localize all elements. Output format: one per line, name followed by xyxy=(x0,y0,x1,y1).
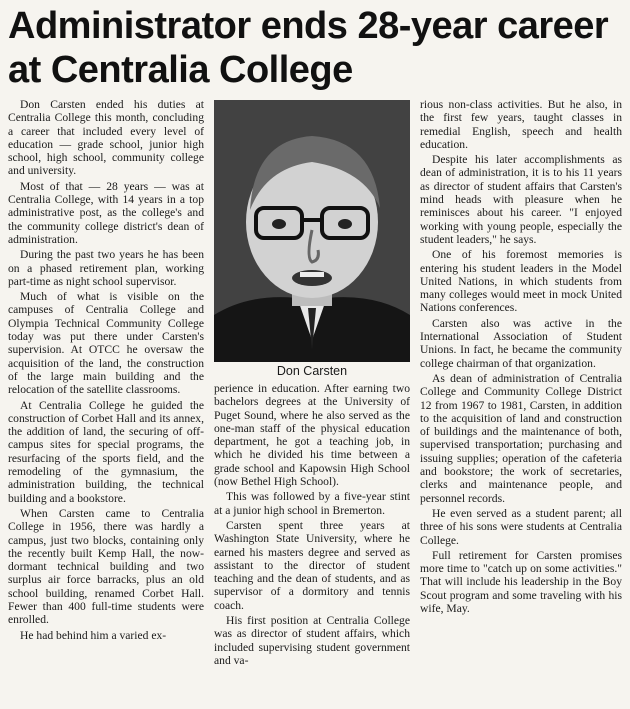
article-column-1 xyxy=(8,98,204,644)
paragraph: He had behind him a varied ex- xyxy=(20,628,167,642)
paragraph: This was followed by a five-year stint at a junior high school in Bremerton. xyxy=(214,490,410,517)
paragraph: His first position at Centralia College was as director of student affairs, which included supervising student government and va- xyxy=(214,614,410,667)
paragraph: He even served as a student parent; all three of his sons were students at Centralia College. xyxy=(420,506,622,547)
paragraph: rious non-class activities. But he also, in the first few years, taught classes in remedial English, speech and health education. xyxy=(420,98,622,151)
paragraph: Despite his later accomplishments as dean of administration, it is to his 11 years as director of student affairs that Carsten's mind heads with pleasure when he reminisces about his career. "I enjoyed working with young people, especially the student leaders," he says. xyxy=(420,153,622,246)
paragraph: One of his foremost memories is entering his student leaders in the Model United Nations, in which students from many colleges would meet in mock United Nations conferences. xyxy=(420,248,622,315)
paragraph: Most of that — 28 years — was at Centralia College, with 14 years in a top administrative post, as the college's and the community college district's dean of administration. xyxy=(8,179,204,246)
article-column-3 xyxy=(420,98,622,617)
paragraph: Don Carsten ended his duties at Centralia College this month, concluding a career that included every level of education — grade school, junior high school, high school, community college and university. xyxy=(8,98,204,178)
paragraph: During the past two years he has been on a phased retirement plan, working part-time as night school supervisor. xyxy=(8,248,204,288)
paragraph: As dean of administration of Centralia College and Community College District 12 from 1967 to 1981, Carsten, in addition to the acquisition of land and construction of buildings and the maintenance of both, supervised transportation; purchasing and issuing supplies; operation of the cafeteria and bookstore; the work of secretaries, clerks and maintenance people, and personnel records. xyxy=(420,371,622,505)
portrait-illustration xyxy=(214,100,410,362)
paragraph: perience in education. After earning two bachelors degrees at the University of Puget Sound, where he also served as the one-man staff of the physical education department, he got a teaching job, in which he divided his time between a grade school and Kapowsin High School (now Bethel High School). xyxy=(214,382,410,489)
article-column-2 xyxy=(214,382,410,669)
paragraph: Much of what is visible on the campuses of Centralia College and Olympia Technical Community College today was put there under Carsten's supervision. At OTCC he oversaw the acquisition of the land, the construction of the large main building and the relocation of the satellite classrooms. xyxy=(8,290,204,397)
portrait-photo xyxy=(214,100,410,362)
paragraph: When Carsten came to Centralia College in 1956, there was hardly a campus, just two blocks, containing only the recently built Kemp Hall, the now-dormant technical building and two surplus air force barracks, plus an old school building, renamed Corbet Hall. Fewer than 400 full-time students were enrolled. xyxy=(8,506,204,627)
paragraph: Carsten spent three years at Washington State University, where he earned his masters degree and served as assistant to the director of student teaching and the dean of students, and as supervisor of a dormitory and tennis coach. xyxy=(214,518,410,612)
paragraph: At Centralia College he guided the construction of Corbet Hall and its annex, the addition of land, the securing of off-campus sites for special programs, the resurfacing of the sports field, and the remodeling of the gymnasium, the administration building, the technical building and a bookstore. xyxy=(8,398,204,505)
paragraph: Carsten also was active in the International Association of Student Unions. In fact, he became the community college chairman of that organization. xyxy=(420,316,622,370)
photo-caption: Don Carsten xyxy=(276,364,348,378)
headline: Administrator ends 28-year career at Centralia College xyxy=(8,5,609,91)
paragraph: Full retirement for Carsten promises more time to "catch up on some activities." That will include his leadership in the Boy Scout program and some traveling with his wife, May. xyxy=(420,548,622,615)
